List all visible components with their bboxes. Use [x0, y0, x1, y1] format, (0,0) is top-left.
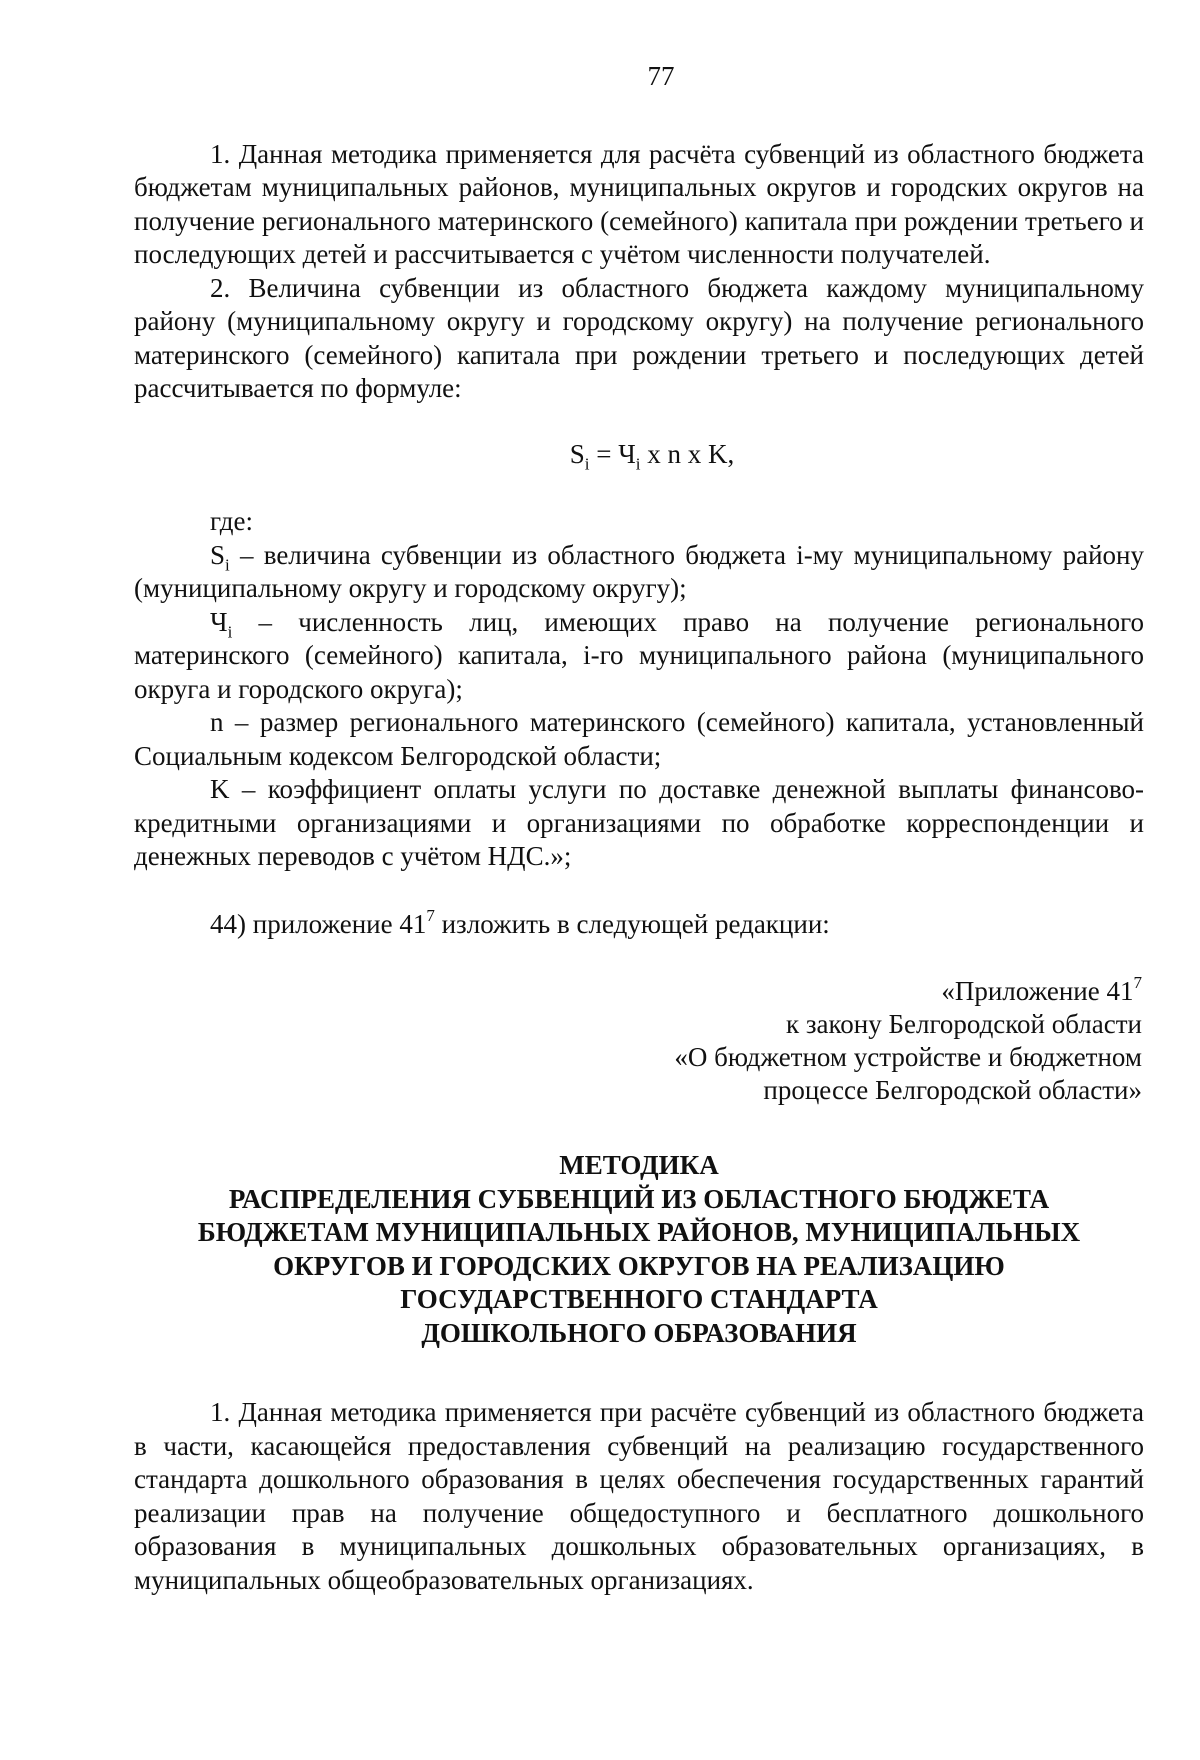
definition-subscript: i — [227, 621, 233, 641]
section1-paragraph-2: 2. Величина субвенции из областного бюджета каждому муниципальному району (муниципальному округу и городскому округу) на получение регионального материнского (семейного) капитала при рождении третьего и последующих детей рассчитывается по формуле: — [134, 272, 1144, 403]
section2-paragraph-1: 1. Данная методика применяется при расчёте субвенций из областного бюджета в части, касающейся предоставления субвенций на реализацию государственного стандарта дошкольного образования в целях обеспечения государственных гарантий реализации прав на получение общедоступного и бесплатного дошкольного образования в муниципальных дошкольных образовательных организациях, в муниципальных общеобразовательных организациях. — [134, 1397, 1144, 1595]
spacer — [134, 874, 1144, 908]
appendix-line-3: «О бюджетном устройстве и бюджетном — [674, 1042, 1142, 1072]
definition-symbol: S — [210, 539, 226, 570]
definition-subscript: i — [225, 554, 230, 574]
heading-line: ОКРУГОВ И ГОРОДСКИХ ОКРУГОВ НА РЕАЛИЗАЦИЮ — [273, 1250, 1005, 1281]
heading-line: МЕТОДИКА — [559, 1150, 719, 1180]
formula-lhs-sub: i — [584, 453, 590, 473]
heading-line: РАСПРЕДЕЛЕНИЯ СУБВЕНЦИЙ ИЗ ОБЛАСТНОГО БЮДЖЕТА — [228, 1183, 1050, 1214]
formula-eq: = Ч — [589, 438, 636, 469]
amendment-sup: 7 — [426, 905, 435, 925]
definition-symbol: n — [210, 707, 224, 737]
page-number: 77 — [647, 61, 675, 91]
amendment-prefix: 44) приложение 41 — [210, 908, 427, 939]
heading-line: ДОШКОЛЬНОГО ОБРАЗОВАНИЯ — [421, 1317, 857, 1348]
definition-text: – коэффициент оплаты услуги по доставке денежной выплаты финансово-кредитными организациями и организациями по обработке корреспонденции и денежных переводов с учётом НДС.»; — [134, 774, 1144, 871]
heading-line: ГОСУДАРСТВЕННОГО СТАНДАРТА — [400, 1284, 878, 1314]
definition-text: – размер регионального материнского (семейного) капитала, установленный Социальным кодексом Белгородской области; — [134, 707, 1144, 771]
formula-rest: x n x K, — [640, 438, 735, 469]
appendix-title: «Приложение 41 — [941, 976, 1134, 1006]
definition-s — [134, 539, 1144, 606]
formula — [134, 438, 1144, 472]
definition-text: – численность лиц, имеющих право на получение регионального материнского (семейного) капитала, i-го муниципального района (муниципального округа и городского округа); — [134, 606, 1144, 704]
definition-ch — [134, 606, 1144, 707]
heading-line: БЮДЖЕТАМ МУНИЦИПАЛЬНЫХ РАЙОНОВ, МУНИЦИПАЛЬНЫХ — [197, 1217, 1081, 1247]
definition-symbol: Ч — [210, 606, 228, 637]
definition-text: – величина субвенции из областного бюджета i-му муниципальному району (муниципальному округу и городскому округу); — [134, 539, 1144, 603]
appendix-reference — [134, 975, 1144, 1107]
document-page — [134, 60, 1144, 1597]
section1-paragraph-1: 1. Данная методика применяется для расчёта субвенций из областного бюджета бюджетам муниципальных районов, муниципальных округов и городских округов на получение регионального материнского (семейного) капитала при рождении третьего и последующих детей и рассчитывается с учётом численности получателей. — [134, 138, 1144, 269]
definition-n — [134, 706, 1144, 773]
definition-k — [134, 773, 1144, 874]
formula-lhs: S — [569, 438, 585, 469]
formula-ch-sub: i — [635, 453, 641, 473]
amendment-line — [134, 905, 1144, 942]
where-label: где: — [210, 506, 253, 536]
appendix-sup: 7 — [1133, 973, 1142, 992]
methodology-heading — [134, 1149, 1144, 1350]
amendment-suffix: изложить в следующей редакции: — [434, 908, 830, 939]
appendix-line-4: процессе Белгородской области» — [763, 1075, 1142, 1105]
definition-symbol: K — [210, 774, 230, 804]
appendix-line-1 — [134, 975, 1142, 1008]
appendix-line-2: к закону Белгородской области — [786, 1009, 1142, 1039]
